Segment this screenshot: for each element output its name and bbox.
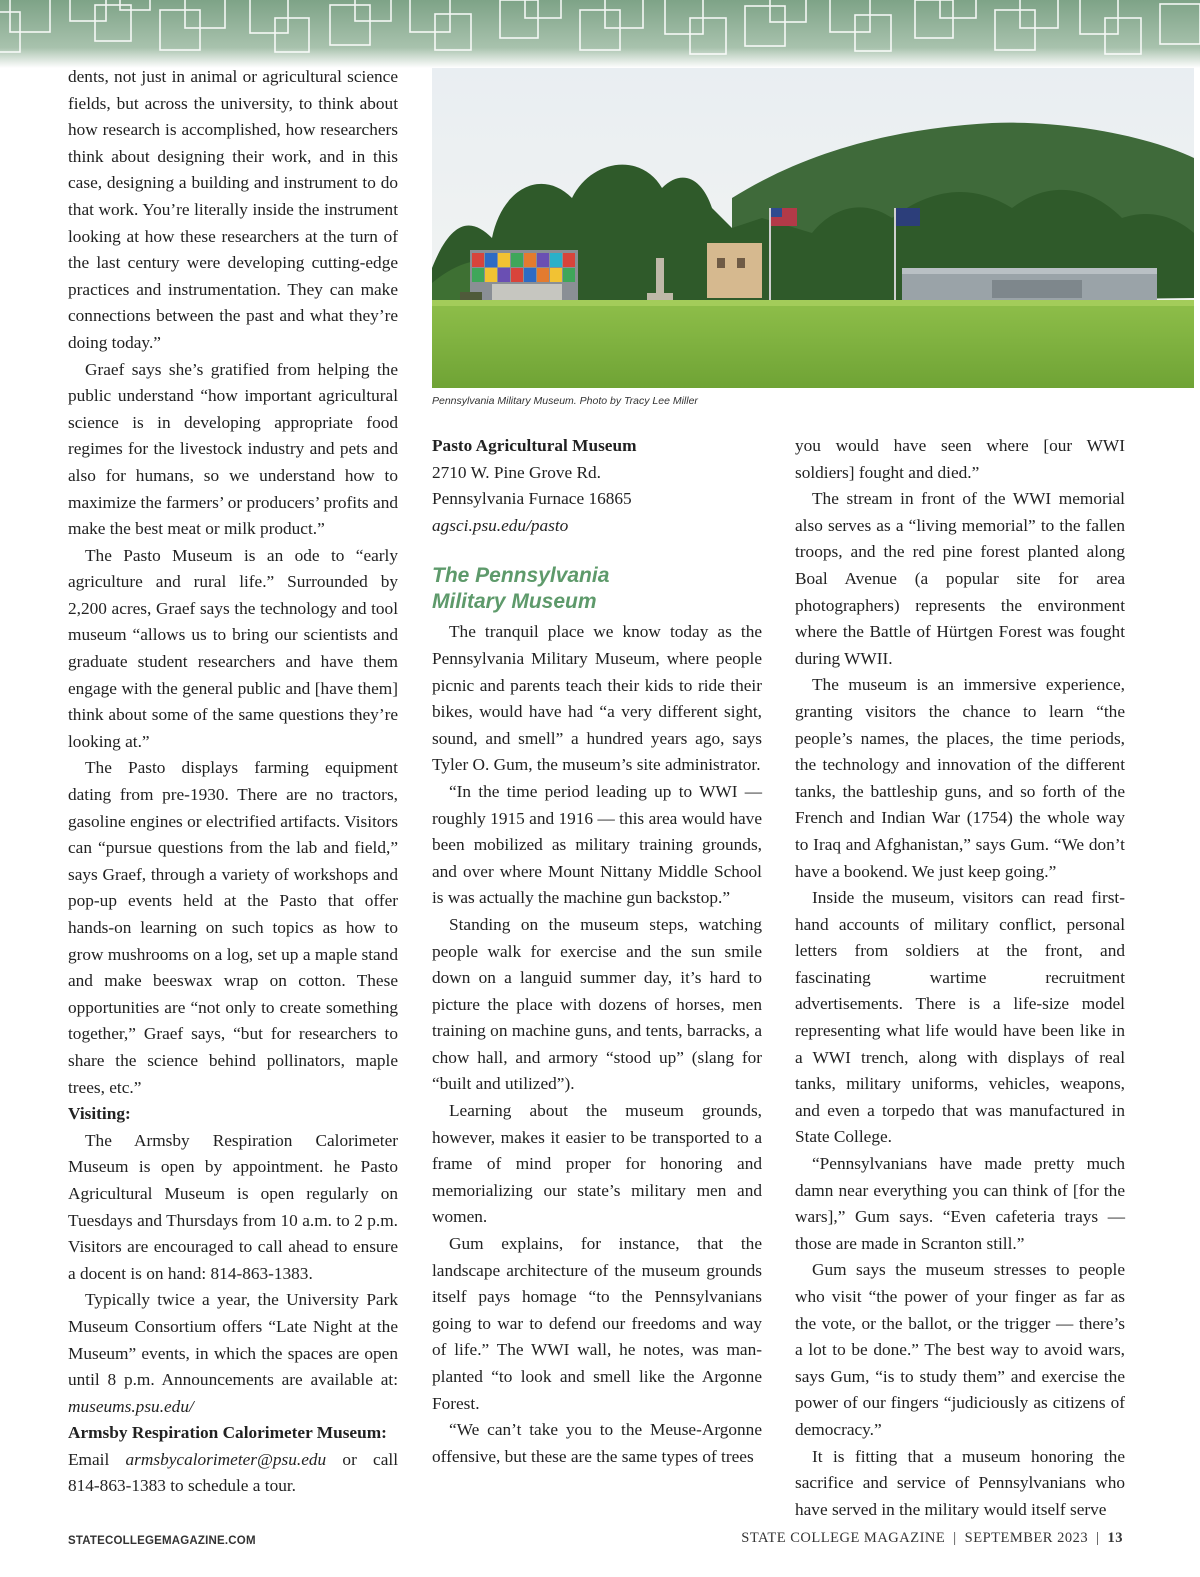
column-2 bbox=[432, 433, 762, 1470]
col1-paragraph: dents, not just in animal or agricultural science fields, but across the university, to think about how research is accomplished, how researchers think about designing their work, and in this case, designing a building and instrument to do that work. You’re literally inside the instrument looking at how these researchers at the turn of the last century were developing cutting-edge practices and instrumentation. They can make connections between the past and what they’re doing today.” bbox=[68, 67, 398, 352]
armsby-heading: Armsby Respiration Calorimeter Museum: bbox=[68, 1423, 387, 1443]
pasto-name: Pasto Agricultural Museum bbox=[432, 436, 637, 455]
museums-link[interactable]: museums.psu.edu/ bbox=[68, 1396, 194, 1416]
col3-paragraph: It is fitting that a museum honoring the sacrifice and service of Pennsylvanians who have served in the military would itself serve bbox=[795, 1446, 1125, 1519]
col2-paragraph: The tranquil place we know today as the Pennsylvania Military Museum, where people picnic and parents teach their kids to ride their bikes, would have had “a very different sight, sound, and smell” a hundred years ago, says Tyler O. Gum, the museum’s site administrator. bbox=[432, 622, 762, 775]
col2-paragraph: Learning about the museum grounds, however, makes it easier to be transported to a frame of mind proper for honoring and memorializing our state’s military men and women. bbox=[432, 1101, 762, 1227]
col1-paragraph: The Armsby Respiration Calorimeter Museum is open by appointment. he Pasto Agricultural Museum is open regularly on Tuesdays and Thursdays from 10 a.m. to 2 p.m. Visitors are encouraged to call ahead to ensure a docent is on hand: 814-863-1383. bbox=[68, 1130, 398, 1283]
col2-paragraph: Gum explains, for instance, that the landscape architecture of the museum grounds itself pays homage “to the Pennsylvanians going to war to defend our freedoms and way of life.” The WWI wall, he notes, was man-planted “to look and smell like the Argonne Forest. bbox=[432, 1234, 762, 1413]
header-banner bbox=[0, 0, 1200, 68]
late-night-paragraph bbox=[68, 1287, 398, 1420]
col1-paragraph: The Pasto displays farming equipment dating from pre-1930. There are no tractors, gasoline engines or electrified artifacts. Visitors can “pursue questions from the lab and field,” says Graef, through a variety of workshops and pop-up events held at the Pasto that offer hands-on learning on such topics as how to grow mushrooms on a log, set up a maple stand and make beeswax wrap on cotton. These opportunities are “not only to create something together,” Graef says, “but for researchers to share the science behind pollinators, maple trees, etc.” bbox=[68, 758, 398, 1097]
footer-separator: | bbox=[953, 1530, 957, 1546]
page-number: 13 bbox=[1107, 1530, 1123, 1546]
col1-paragraph: The Pasto Museum is an ode to “early agriculture and rural life.” Surrounded by 2,200 acres, Graef says the technology and tool museum “allows us to bring our scientists and graduate student researchers and have them engage with the general public and [have them] think about some of the same questions they’re looking at.” bbox=[68, 545, 398, 751]
footer-magazine: STATE COLLEGE MAGAZINE bbox=[741, 1530, 946, 1546]
col2-paragraph: “We can’t take you to the Meuse-Argonne offensive, but these are the same types of trees bbox=[432, 1420, 762, 1466]
col2-paragraph: Standing on the museum steps, watching people walk for exercise and the sun smile down on a languid summer day, it’s hard to picture the place with dozens of horses, men training on machine guns, and tents, barracks, a chow hall, and armory “stood up” (slang for “built and utilized”). bbox=[432, 914, 762, 1094]
footer-folio bbox=[741, 1530, 1123, 1547]
footer-separator: | bbox=[1096, 1530, 1100, 1546]
column-3 bbox=[795, 433, 1125, 1523]
pasto-url-link[interactable]: agsci.psu.edu/pasto bbox=[432, 515, 569, 535]
armsby-contact bbox=[68, 1447, 398, 1500]
armsby-email-link[interactable]: armsbycalorimeter@psu.edu bbox=[125, 1449, 327, 1469]
col1-paragraph: Graef says she’s gratified from helping the public understand “how important agricultural science is in developing appropriate food regimes for the livestock industry and pets and also for humans, so we understand how to maximize the farmers’ or producers’ profits and make the best meat or milk product.” bbox=[68, 359, 398, 539]
visiting-heading: Visiting: bbox=[68, 1104, 131, 1124]
col3-paragraph: Gum says the museum stresses to people who visit “the power of your finger as far as the vote, or the ballot, or the trigger — there’s a lot to be done.” The best way to avoid wars, says Gum, “is to study them” and exercise the power of our fingers “judiciously as citizens of democracy.” bbox=[795, 1260, 1125, 1439]
museum-photo bbox=[432, 68, 1194, 388]
banner-square-pattern bbox=[0, 0, 1200, 68]
section-heading-line2: Military Museum bbox=[432, 590, 597, 614]
section-heading bbox=[432, 563, 762, 615]
pasto-address-block bbox=[432, 433, 762, 539]
column-1 bbox=[68, 64, 398, 1500]
col2-paragraph: “In the time period leading up to WWI — roughly 1915 and 1916 — this area would have been mobilized as military training grounds, and over where Mount Nittany Middle School is was actually the machine gun backstop.” bbox=[432, 781, 762, 908]
armsby-post: or call 814-863-1383 to schedule a tour. bbox=[68, 1449, 399, 1496]
footer-issue: SEPTEMBER 2023 bbox=[964, 1530, 1089, 1546]
photo-caption: Pennsylvania Military Museum. Photo by Tracy Lee Miller bbox=[432, 395, 698, 407]
footer-site-link[interactable]: STATECOLLEGEMAGAZINE.COM bbox=[68, 1535, 256, 1547]
armsby-pre: Email bbox=[68, 1449, 126, 1469]
pasto-street: 2710 W. Pine Grove Rd. bbox=[432, 462, 601, 482]
pasto-city: Pennsylvania Furnace 16865 bbox=[432, 489, 632, 509]
col3-paragraph: “Pennsylvanians have made pretty much damn near everything you can think of [for the wars],” Gum says. “Even cafeteria trays — those are made in Scranton still.” bbox=[795, 1154, 1125, 1253]
col3-paragraph: Inside the museum, visitors can read first-hand accounts of military conflict, personal letters from soldiers at the front, and fascinating wartime recruitment advertisements. There is a life-size model representing what life would have been like in a WWI trench, along with displays of real tanks, military uniforms, vehicles, weapons, and even a torpedo that was manufactured in State College. bbox=[795, 888, 1125, 1147]
late-night-text: Typically twice a year, the University Park Museum Consortium offers “Late Night at the Museum” events, in which the spaces are open until 8 p.m. Announcements are available at: bbox=[68, 1290, 398, 1390]
col3-paragraph: you would have seen where [our WWI soldiers] fought and died.” bbox=[795, 436, 1125, 482]
col3-paragraph: The stream in front of the WWI memorial also serves as a “living memorial” to the fallen troops, and the red pine forest planted along Boal Avenue (a popular site for area photographers) represents the environment where the Battle of Hürtgen Forest was fought during WWII. bbox=[795, 489, 1125, 668]
museum-photo-illustration bbox=[432, 68, 1194, 388]
section-heading-line1: The Pennsylvania bbox=[432, 564, 610, 588]
col3-paragraph: The museum is an immersive experience, granting visitors the chance to learn “the people’s names, the places, the time periods, the technology and innovation of the different tanks, the battleship guns, and so forth of the French and Indian War (1754) the whole way to Iraq and Afghanistan,” says Gum. “We don’t have a bookend. We just keep going.” bbox=[795, 675, 1125, 881]
